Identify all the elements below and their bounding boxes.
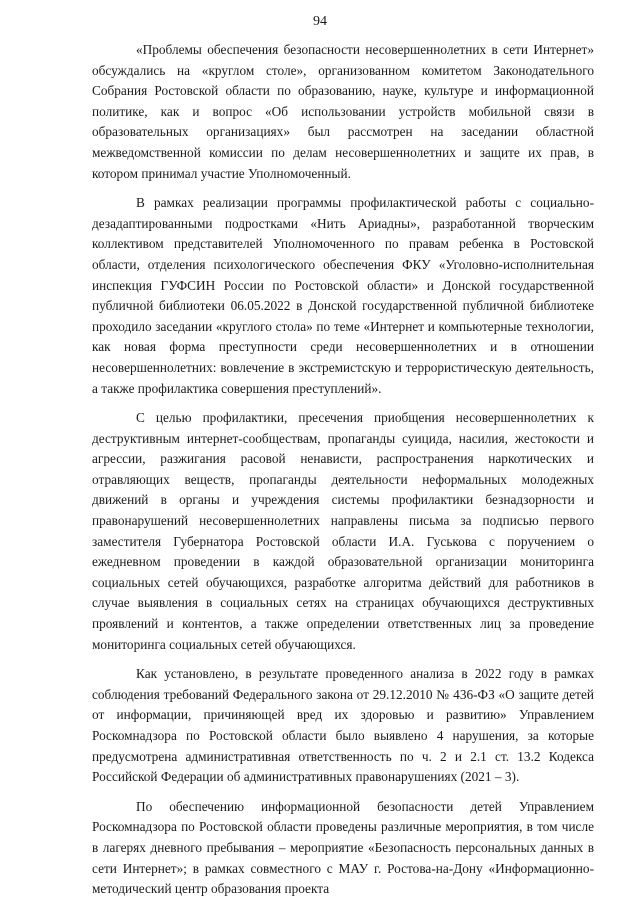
paragraph-prevention-letters: С целью профилактики, пресечения приобщения несовершеннолетних к деструктивным интернет-сообществам, пропаганды суицида, насилия, жестокости и агрессии, разжигания расовой ненависти, распространения наркотических и отравляющих веществ, пропаганды деятельности неформальных молодежных движений в органы и учреждения системы профилактики безнадзорности и правонарушений несовершеннолетних направлены письма за подписью первого заместителя Губернатора Ростовской области И.А. Гуськова с поручением о ежедневном проведении в каждой образовательной организации мониторинга социальных сетей обучающихся, разработке алгоритма действий для работников в случае выявления в социальных сетях на страницах обучающихся деструктивных проявлений и контентов, а также определении ответственных лиц за проведение мониторинга социальных сетей обучающихся. (92, 410, 594, 652)
paragraph-violations-analysis: Как установлено, в результате проведенного анализа в 2022 году в рамках соблюдения требований Федерального закона от 29.12.2010 № 436-ФЗ «О защите детей от информации, причиняющей вред их здоровью и развитию» Управлением Роскомнадзора по Ростовской области было выявлено 4 нарушения, за которые предусмотрена административная ответственность по ч. 2 и 2.1 ст. 13.2 Кодекса Российской Федерации об административных правонарушениях (2021 – 3). (92, 666, 594, 785)
page-number: 94 (313, 14, 327, 29)
paragraph-roskomnadzor-events: По обеспечению информационной безопасности детей Управлением Роскомнадзора по Ростовской области проведены различные мероприятия, в том числе в лагерях дневного пребывания – мероприятие «Безопасность персональных данных в сети Интернет»; в рамках совместного с МАУ г. Ростова-на-Дону «Информационно-методический центр образования проекта (92, 798, 594, 897)
paragraph-ariadne-program: В рамках реализации программы профилактической работы с социально-дезадаптированными подростками «Нить Ариадны», разработанной творческим коллективом представителей Уполномоченного по правам ребенка в Ростовской области, отделения психологического обеспечения ФКУ «Уголовно-исполнительная инспекция ГУФСИН России по Ростовской области» и Донской государственной публичной библиотеки 06.05.2022 в Донской государственной публичной библиотеке проходило заседании «круглого стола» по теме «Интернет и компьютерные технологии, как новая форма преступности среди несовершеннолетних и в отношении несовершеннолетних: вовлечение в экстремистскую и террористическую деятельность, а также профилактика совершения преступлений». (92, 195, 594, 396)
paragraph-round-table-safety: «Проблемы обеспечения безопасности несовершеннолетних в сети Интернет» обсуждались на «круглом столе», организованном комитетом Законодательного Собрания Ростовской области по образованию, науке, культуре и информационной политике, как и вопрос «Об использовании устройств мобильной связи в образовательных организациях» был рассмотрен на заседании областной межведомственной комиссии по делам несовершеннолетних и защите их прав, в котором принимал участие Уполномоченный. (92, 42, 594, 181)
document-body (92, 40, 594, 909)
